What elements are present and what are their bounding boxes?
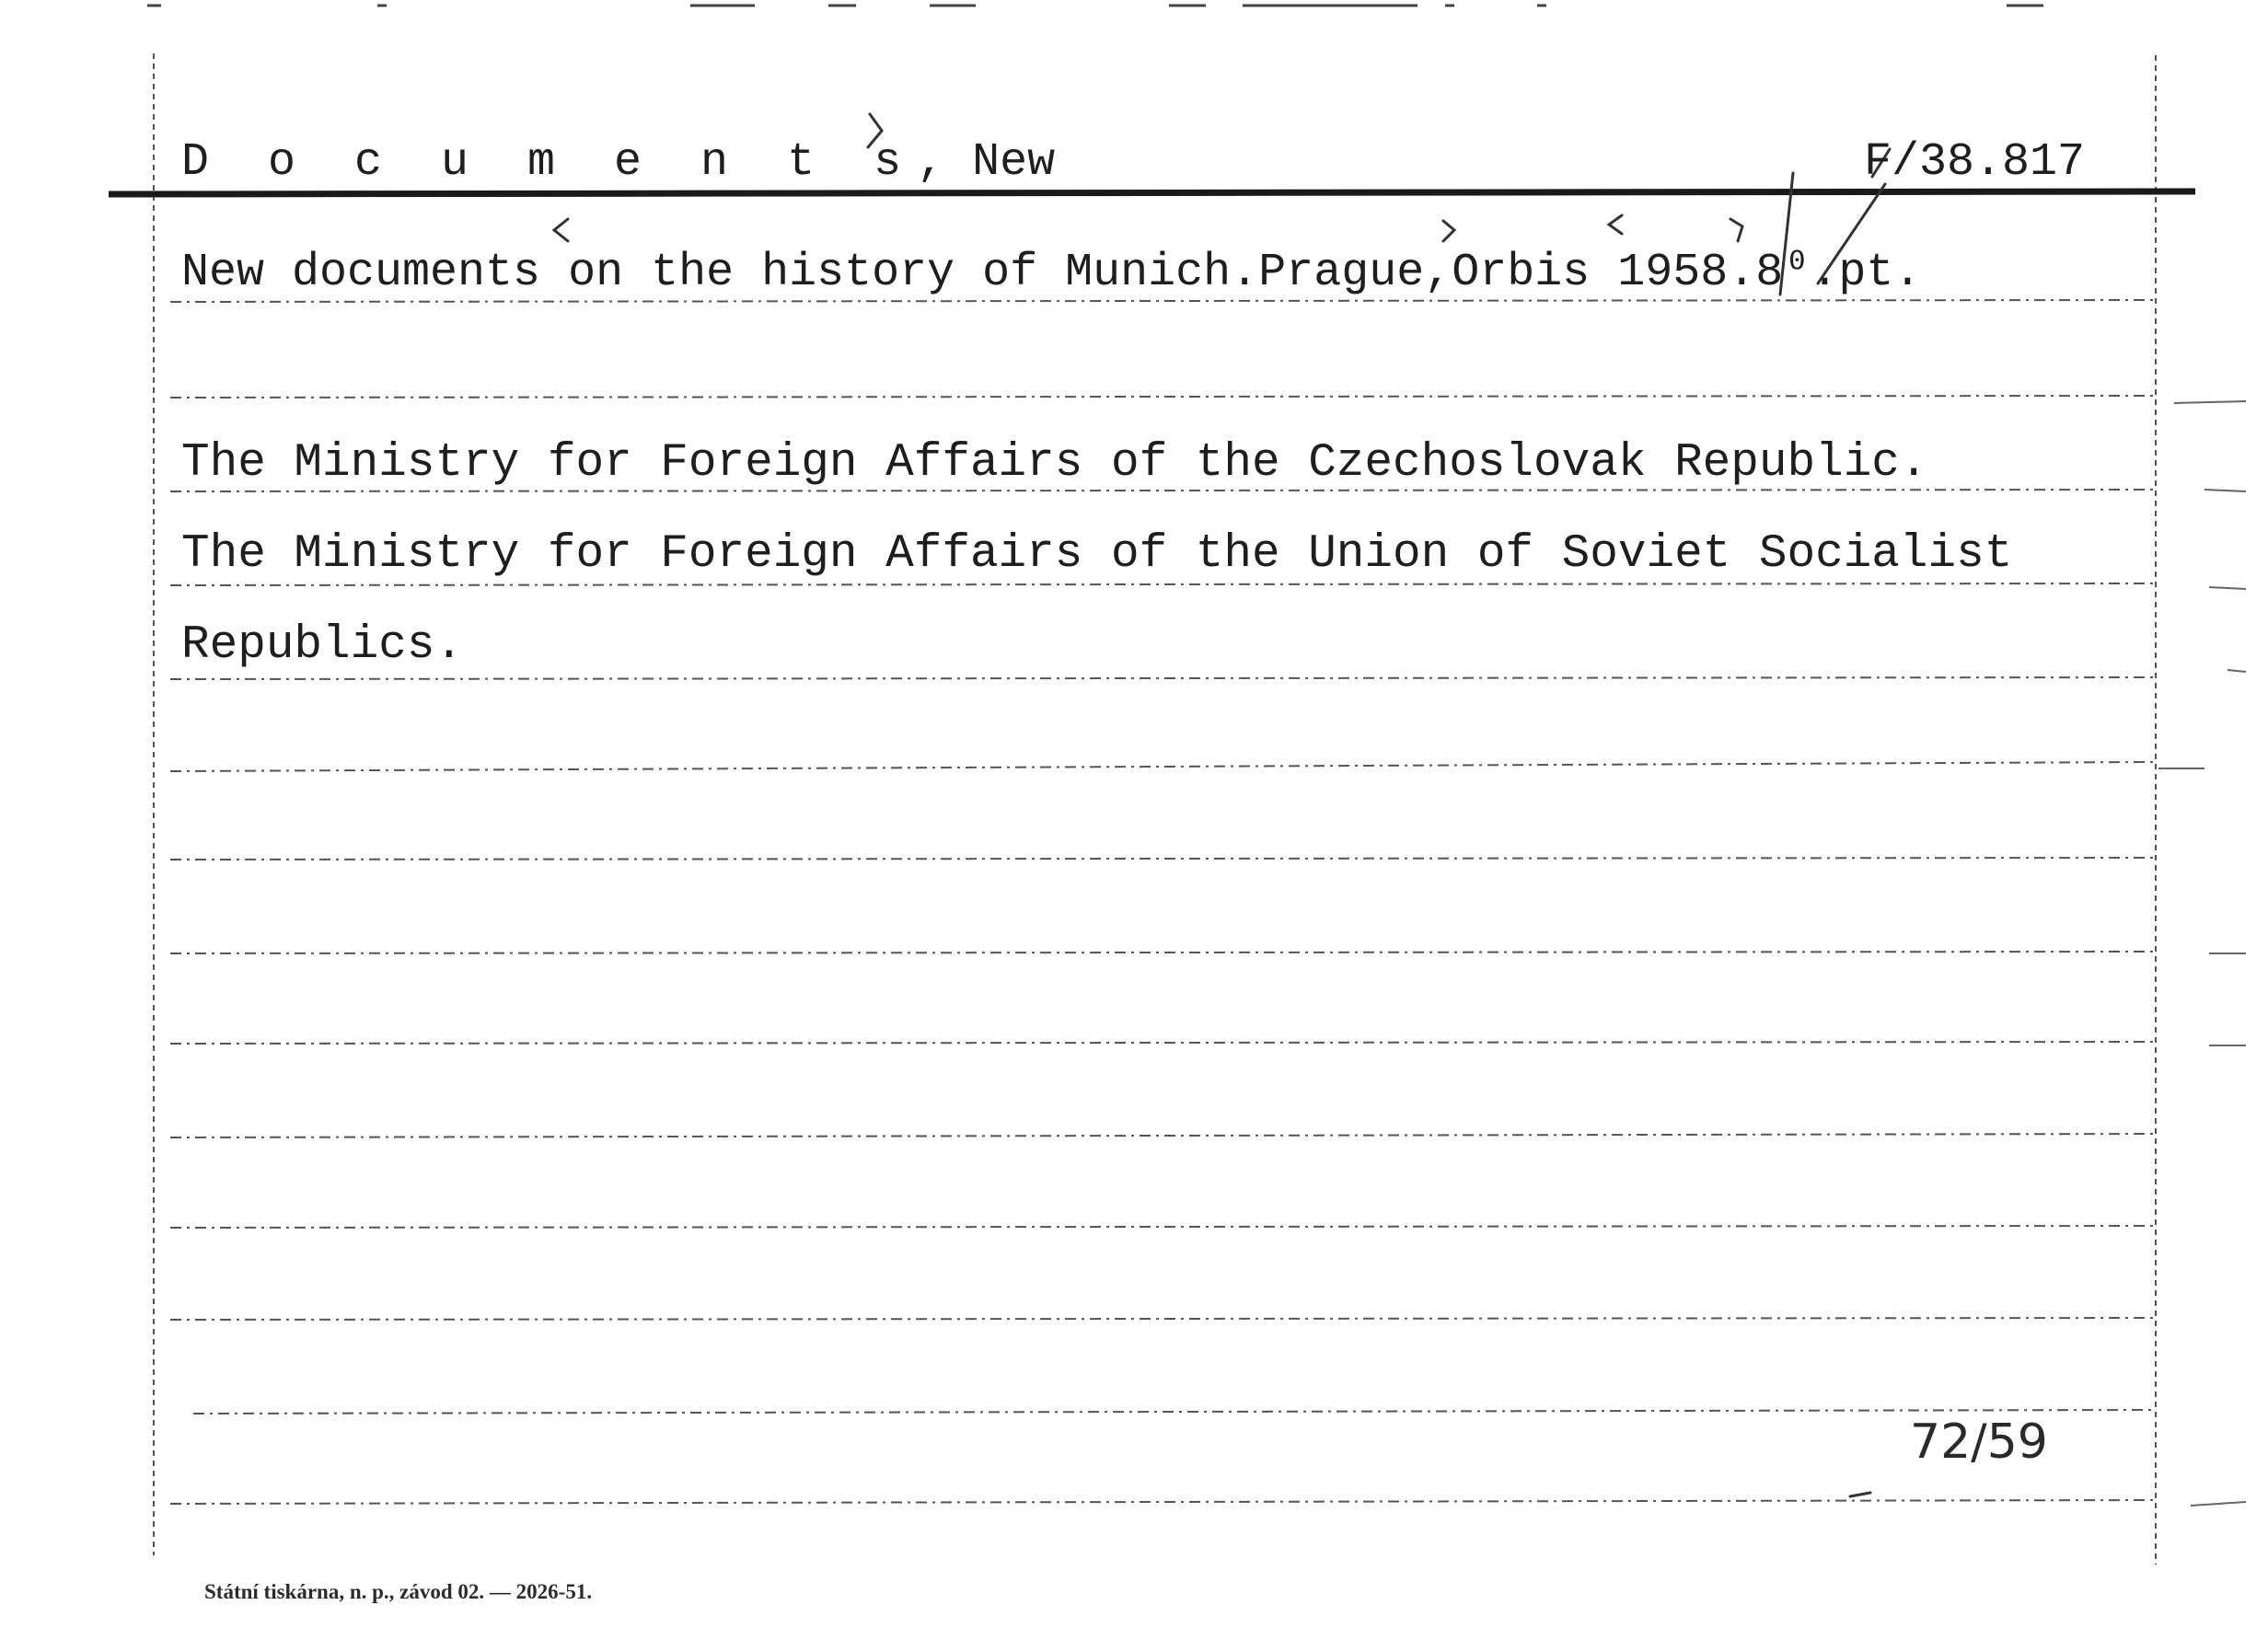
bibliographic-entry: New documents on the history of Munich.Prague,Orbis 1958.8⁰.pt. <box>181 247 1922 299</box>
call-number: F/38.817 <box>1864 136 2086 189</box>
heading-rest: , New <box>917 136 1056 189</box>
heading-line <box>181 136 1056 189</box>
printer-imprint: Státní tiskárna, n. p., závod 02. — 2026-51. <box>204 1580 593 1603</box>
heading-word: D o c u m e n t s <box>181 136 918 189</box>
author-line: The Ministry for Foreign Affairs of the Union of Soviet Socialist <box>181 528 2013 581</box>
author-line: Republics. <box>181 619 464 672</box>
handwritten-number: 72/59 <box>1910 1414 2048 1470</box>
author-line: The Ministry for Foreign Affairs of the Czechoslovak Republic. <box>181 437 1928 490</box>
